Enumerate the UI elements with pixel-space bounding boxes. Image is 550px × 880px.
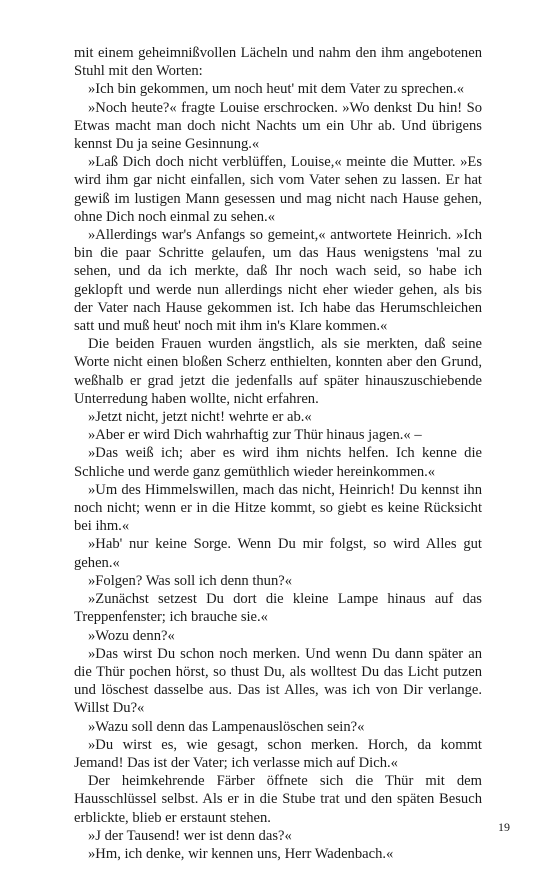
paragraph: Der heimkehrende Färber öffnete sich die Thür mit dem Hausschlüssel selbst. Als er in die Stube trat und den späten Besuch erblickte, blieb er erstaunt stehen.	[74, 773, 482, 826]
paragraph: »Noch heute?« fragte Louise erschrocken. »Wo denkst Du hin! So Etwas macht man doch nicht Nachts um ein Uhr ab. Und übrigens kennst Du ja seine Gesinnung.«	[74, 99, 482, 153]
paragraph: »Laß Dich doch nicht verblüffen, Louise,« meinte die Mutter. »Es wird ihm gar nicht einfallen, sich vom Vater sehen zu lassen. Er hat gewiß im lustigen Mann gesessen und mag nicht nach Hause gehen, ohne Dich noch einmal zu sehen.«	[74, 154, 482, 225]
paragraph: »Aber er wird Dich wahrhaftig zur Thür hinaus jagen.« –	[88, 427, 422, 444]
paragraph: »Das wirst Du schon noch merken. Und wenn Du dann später an die Thür pochen hörst, so thust Du, als wolltest Du das Licht putzen und löschest dasselbe aus. Das ist Alles, was ich von Dir verlange. Willst Du?«	[74, 645, 482, 717]
paragraph: »J der Tausend! wer ist denn das?«	[88, 827, 292, 844]
paragraph: »Wozu denn?«	[88, 627, 175, 644]
paragraph: »Hm, ich denke, wir kennen uns, Herr Wadenbach.«	[88, 845, 394, 862]
paragraph: »Um des Himmelswillen, mach das nicht, Heinrich! Du kennst ihn noch nicht; wenn er in die Hitze kommt, so giebt es keine Rücksicht bei ihm.«	[74, 481, 482, 535]
paragraph-continuation: mit einem geheimnißvollen Lächeln und nahm den ihm angebotenen Stuhl mit den Worten:	[74, 45, 482, 80]
paragraph: »Hab' nur keine Sorge. Wenn Du mir folgst, so wird Alles gut gehen.«	[74, 536, 482, 571]
paragraph: »Wazu soll denn das Lampenauslöschen sein?«	[88, 718, 365, 735]
paragraph: »Das weiß ich; aber es wird ihm nichts helfen. Ich kenne die Schliche und werde ganz gemüthlich wieder hereinkommen.«	[74, 445, 482, 480]
paragraph: Die beiden Frauen wurden ängstlich, als sie merkten, daß seine Worte nicht einen bloßen Scherz enthielten, konnten aber den Grund, weßhalb er grad jetzt die jedenfalls auf später hinauszuschiebende Unterredung haben wollte, nicht erfahren.	[74, 336, 482, 407]
body-text	[74, 44, 482, 863]
paragraph: »Jetzt nicht, jetzt nicht! wehrte er ab.«	[88, 409, 312, 426]
paragraph: »Du wirst es, wie gesagt, schon merken. Horch, da kommt Jemand! Das ist der Vater; ich verlasse mich auf Dich.«	[74, 736, 482, 771]
paragraph: »Allerdings war's Anfangs so gemeint,« antwortete Heinrich. »Ich bin die paar Schritte gelaufen, um das Haus wenigstens 'mal zu sehen, und da ich merkte, daß Ihr noch wach seid, so habe ich geklopft und werde nun allerdings nicht eher wieder gehen, als bis der Vater nach Hause gekommen ist. Ich habe das Herumschleichen satt und muß heut' noch mit ihm in's Klare kommen.«	[74, 227, 482, 335]
page-number: 19	[498, 820, 510, 834]
paragraph: »Ich bin gekommen, um noch heut' mit dem Vater zu sprechen.«	[88, 81, 465, 98]
paragraph: »Folgen? Was soll ich denn thun?«	[88, 572, 293, 589]
paragraph: »Zunächst setzest Du dort die kleine Lampe hinaus auf das Treppenfenster; ich brauche sie.«	[74, 591, 482, 626]
